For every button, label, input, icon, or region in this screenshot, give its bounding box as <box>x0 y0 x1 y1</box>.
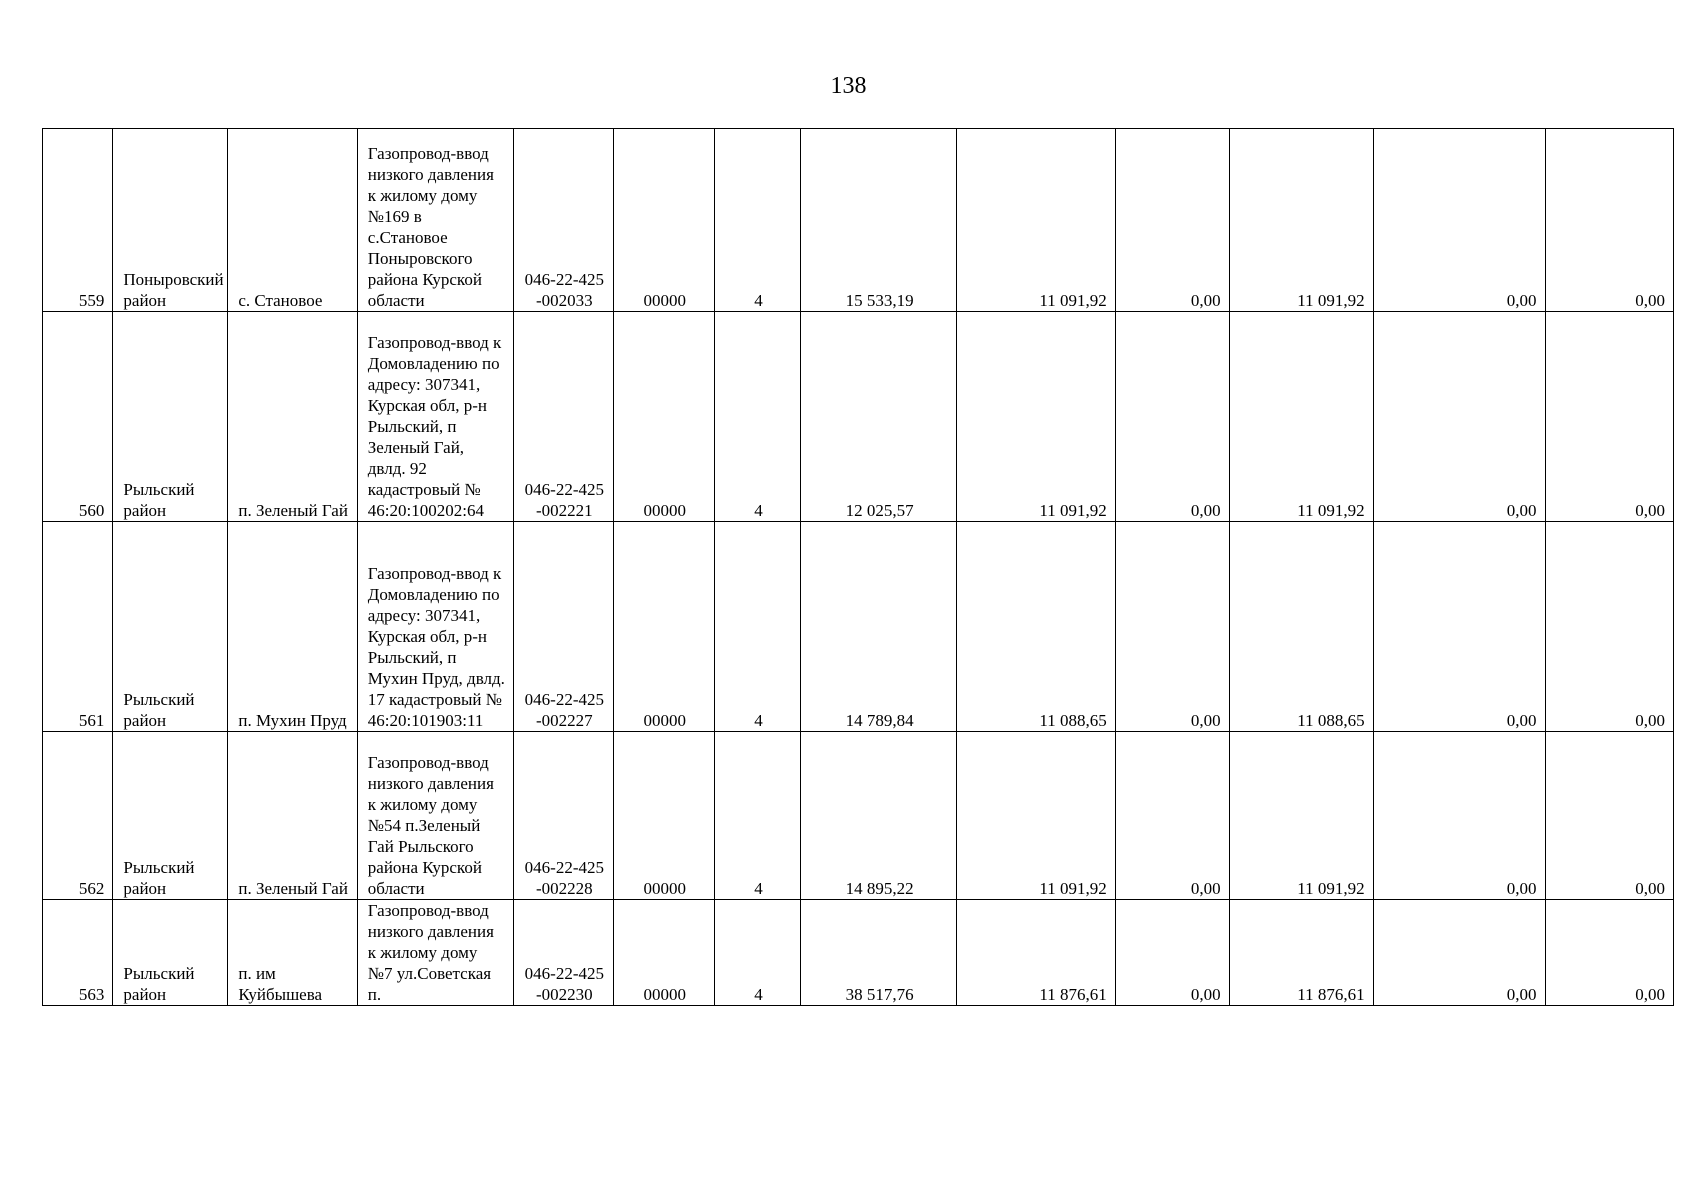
group-cell: 4 <box>715 129 801 312</box>
table-row <box>43 732 1674 900</box>
value-cell: 0,00 <box>1545 732 1674 900</box>
district-cell: Рыльский район <box>113 312 228 522</box>
district-cell: Поныровский район <box>113 129 228 312</box>
value-cell: 14 789,84 <box>800 522 956 732</box>
code-cell: 00000 <box>613 732 714 900</box>
value-cell: 0,00 <box>1545 129 1674 312</box>
district-cell: Рыльский район <box>113 522 228 732</box>
value-cell: 0,00 <box>1373 900 1545 1006</box>
value-cell: 11 091,92 <box>957 312 1115 522</box>
settlement-cell: с. Становое <box>228 129 357 312</box>
value-cell: 11 091,92 <box>1229 129 1373 312</box>
row-number: 559 <box>43 129 113 312</box>
group-cell: 4 <box>715 732 801 900</box>
value-cell: 0,00 <box>1545 900 1674 1006</box>
page-number: 138 <box>830 73 867 99</box>
value-cell: 15 533,19 <box>800 129 956 312</box>
group-cell: 4 <box>715 312 801 522</box>
value-cell: 0,00 <box>1115 129 1229 312</box>
group-cell: 4 <box>715 900 801 1006</box>
inventory-number-cell: 046-22-425-002230 <box>514 900 613 1006</box>
settlement-cell: п. Зеленый Гай <box>228 312 357 522</box>
object-description-cell: Газопровод-ввод низкого давления к жилому дому №169 в с.Становое Поныровского района Курской области <box>357 129 513 312</box>
inventory-number-cell: 046-22-425-002221 <box>514 312 613 522</box>
district-cell: Рыльский район <box>113 732 228 900</box>
value-cell: 0,00 <box>1115 900 1229 1006</box>
settlement-cell: п. им Куйбышева <box>228 900 357 1006</box>
code-cell: 00000 <box>613 312 714 522</box>
value-cell: 11 088,65 <box>1229 522 1373 732</box>
inventory-number-cell: 046-22-425-002033 <box>514 129 613 312</box>
value-cell: 0,00 <box>1115 522 1229 732</box>
value-cell: 14 895,22 <box>800 732 956 900</box>
code-cell: 00000 <box>613 900 714 1006</box>
object-description-cell: Газопровод-ввод к Домовладению по адресу: 307341, Курская обл, р-н Рыльский, п Зеленый Гай, двлд. 92 кадастровый № 46:20:100202:64 <box>357 312 513 522</box>
code-cell: 00000 <box>613 129 714 312</box>
value-cell: 11 876,61 <box>1229 900 1373 1006</box>
value-cell: 0,00 <box>1373 129 1545 312</box>
table-row <box>43 522 1674 732</box>
value-cell: 11 091,92 <box>957 129 1115 312</box>
value-cell: 0,00 <box>1545 312 1674 522</box>
value-cell: 0,00 <box>1373 312 1545 522</box>
row-number: 563 <box>43 900 113 1006</box>
value-cell: 12 025,57 <box>800 312 956 522</box>
group-cell: 4 <box>715 522 801 732</box>
district-cell: Рыльский район <box>113 900 228 1006</box>
table-row <box>43 129 1674 312</box>
value-cell: 11 876,61 <box>957 900 1115 1006</box>
object-description-cell: Газопровод-ввод низкого давления к жилому дому №7 ул.Советская п. <box>357 900 513 1006</box>
inventory-number-cell: 046-22-425-002227 <box>514 522 613 732</box>
code-cell: 00000 <box>613 522 714 732</box>
value-cell: 0,00 <box>1373 522 1545 732</box>
table-row <box>43 900 1674 1006</box>
settlement-cell: п. Зеленый Гай <box>228 732 357 900</box>
row-number: 560 <box>43 312 113 522</box>
value-cell: 11 088,65 <box>957 522 1115 732</box>
row-number: 562 <box>43 732 113 900</box>
inventory-number-cell: 046-22-425-002228 <box>514 732 613 900</box>
object-description-cell: Газопровод-ввод низкого давления к жилому дому №54 п.Зеленый Гай Рыльского района Курской области <box>357 732 513 900</box>
value-cell: 11 091,92 <box>1229 732 1373 900</box>
asset-table <box>42 128 1674 1006</box>
row-number: 561 <box>43 522 113 732</box>
value-cell: 11 091,92 <box>1229 312 1373 522</box>
object-description-cell: Газопровод-ввод к Домовладению по адресу: 307341, Курская обл, р-н Рыльский, п Мухин Пруд, двлд. 17 кадастровый № 46:20:101903:11 <box>357 522 513 732</box>
value-cell: 0,00 <box>1373 732 1545 900</box>
table-row <box>43 312 1674 522</box>
value-cell: 38 517,76 <box>800 900 956 1006</box>
settlement-cell: п. Мухин Пруд <box>228 522 357 732</box>
value-cell: 0,00 <box>1115 732 1229 900</box>
value-cell: 0,00 <box>1545 522 1674 732</box>
value-cell: 0,00 <box>1115 312 1229 522</box>
value-cell: 11 091,92 <box>957 732 1115 900</box>
